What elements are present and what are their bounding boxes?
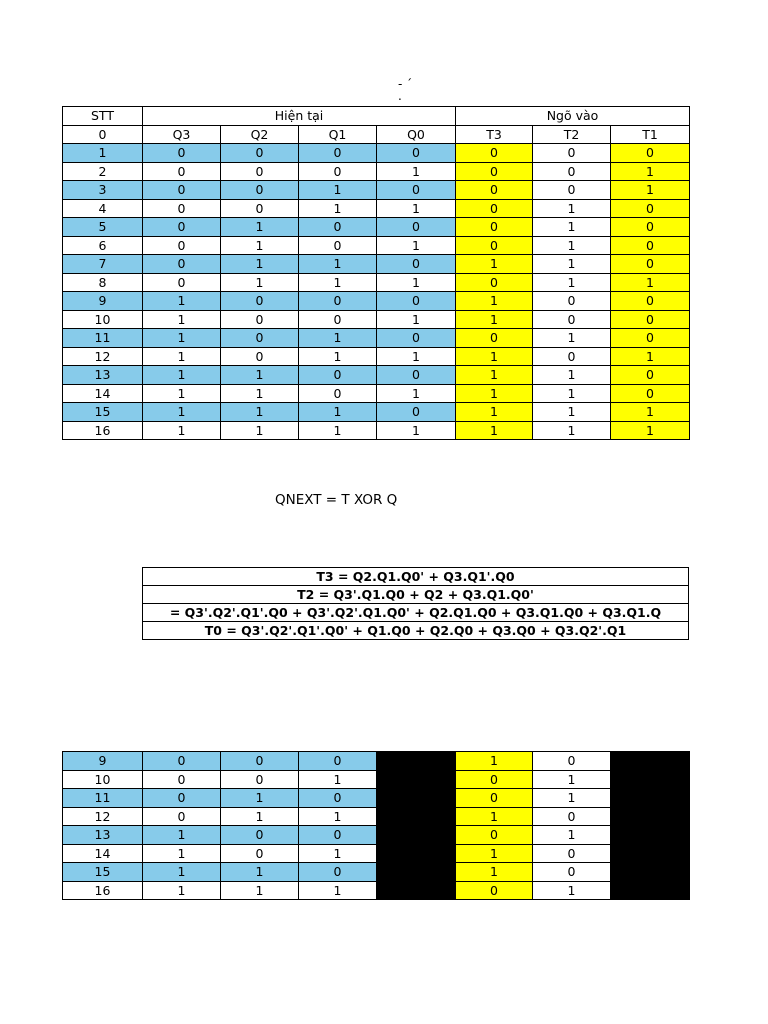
table-cell: 1 bbox=[377, 199, 456, 218]
table-cell: 0 bbox=[456, 199, 533, 218]
table-cell: 0 bbox=[456, 770, 533, 789]
table-cell: 1 bbox=[221, 273, 299, 292]
table-cell: 13 bbox=[63, 366, 143, 385]
table-row bbox=[63, 162, 690, 181]
table-cell: 1 bbox=[611, 273, 690, 292]
table-cell: 1 bbox=[221, 863, 299, 882]
table-row bbox=[63, 329, 690, 348]
table-cell: 1 bbox=[221, 807, 299, 826]
table-row bbox=[63, 199, 690, 218]
table-cell: 15 bbox=[63, 403, 143, 422]
black-filled-cell bbox=[377, 826, 456, 845]
table-cell: 0 bbox=[611, 199, 690, 218]
table-cell: 1 bbox=[299, 403, 377, 422]
table-cell: 0 bbox=[143, 162, 221, 181]
table-row bbox=[63, 421, 690, 440]
table-cell: 1 bbox=[143, 881, 221, 900]
table-cell: 0 bbox=[456, 181, 533, 200]
table-cell: 0 bbox=[377, 292, 456, 311]
table-cell: 16 bbox=[63, 881, 143, 900]
table-cell: 0 bbox=[221, 752, 299, 771]
subheader-cell: 0 bbox=[63, 125, 143, 144]
header-stt: STT bbox=[63, 107, 143, 126]
table-cell: 1 bbox=[299, 273, 377, 292]
table-row bbox=[63, 844, 690, 863]
table-cell: 1 bbox=[533, 384, 611, 403]
table-cell: 0 bbox=[456, 273, 533, 292]
table-cell: 10 bbox=[63, 770, 143, 789]
table-cell: 0 bbox=[533, 807, 611, 826]
table-cell: 0 bbox=[611, 218, 690, 237]
table-cell: 0 bbox=[377, 366, 456, 385]
table-cell: 14 bbox=[63, 384, 143, 403]
table-cell: 1 bbox=[299, 881, 377, 900]
subheader-cell: Q2 bbox=[221, 125, 299, 144]
table-cell: 0 bbox=[143, 199, 221, 218]
table-row bbox=[63, 826, 690, 845]
black-filled-cell bbox=[611, 844, 690, 863]
sheet-title-fragment: - ´ . bbox=[398, 77, 413, 103]
table-cell: 0 bbox=[299, 789, 377, 808]
table-cell: 0 bbox=[143, 752, 221, 771]
table-cell: 1 bbox=[377, 347, 456, 366]
table-cell: 6 bbox=[63, 236, 143, 255]
table-cell: 0 bbox=[143, 789, 221, 808]
table-cell: 10 bbox=[63, 310, 143, 329]
table-row bbox=[63, 403, 690, 422]
table-row bbox=[63, 218, 690, 237]
table-cell: 0 bbox=[221, 181, 299, 200]
table-cell: 1 bbox=[143, 826, 221, 845]
table-cell: 1 bbox=[456, 807, 533, 826]
table-cell: 1 bbox=[377, 273, 456, 292]
table-cell: 0 bbox=[143, 144, 221, 163]
table-cell: 1 bbox=[221, 421, 299, 440]
table-cell: 1 bbox=[221, 384, 299, 403]
table-cell: 7 bbox=[63, 255, 143, 274]
table-cell: 0 bbox=[221, 347, 299, 366]
table-cell: 0 bbox=[533, 752, 611, 771]
table-cell: 5 bbox=[63, 218, 143, 237]
table-cell: 0 bbox=[456, 329, 533, 348]
table-row bbox=[63, 863, 690, 882]
table-cell: 0 bbox=[143, 273, 221, 292]
table-subheader-row bbox=[63, 125, 690, 144]
black-filled-cell bbox=[611, 863, 690, 882]
table-cell: 1 bbox=[221, 255, 299, 274]
table-cell: 1 bbox=[299, 844, 377, 863]
table-cell: 1 bbox=[377, 162, 456, 181]
table-cell: 15 bbox=[63, 863, 143, 882]
black-filled-cell bbox=[377, 863, 456, 882]
black-filled-cell bbox=[377, 881, 456, 900]
bottom-table bbox=[62, 751, 690, 900]
table-cell: 0 bbox=[611, 292, 690, 311]
table-cell: 1 bbox=[456, 255, 533, 274]
table-cell: 1 bbox=[611, 347, 690, 366]
table-cell: 1 bbox=[299, 347, 377, 366]
table-cell: 0 bbox=[143, 770, 221, 789]
table-cell: 1 bbox=[533, 421, 611, 440]
table-cell: 1 bbox=[456, 863, 533, 882]
table-cell: 0 bbox=[533, 310, 611, 329]
equation-t0: T0 = Q3'.Q2'.Q1'.Q0' + Q1.Q0 + Q2.Q0 + Q3.Q0 + Q3.Q2'.Q1 bbox=[143, 622, 689, 640]
table-cell: 12 bbox=[63, 347, 143, 366]
table-cell: 1 bbox=[533, 236, 611, 255]
table-cell: 8 bbox=[63, 273, 143, 292]
table-cell: 1 bbox=[456, 384, 533, 403]
table-cell: 1 bbox=[143, 421, 221, 440]
table-row bbox=[63, 236, 690, 255]
black-filled-cell bbox=[377, 807, 456, 826]
table-cell: 0 bbox=[377, 181, 456, 200]
table-header-row bbox=[63, 107, 690, 126]
table-cell: 0 bbox=[377, 144, 456, 163]
table-cell: 1 bbox=[221, 218, 299, 237]
subheader-cell: Q3 bbox=[143, 125, 221, 144]
table-cell: 1 bbox=[456, 403, 533, 422]
table-cell: 0 bbox=[611, 144, 690, 163]
table-cell: 0 bbox=[299, 162, 377, 181]
table-cell: 0 bbox=[143, 807, 221, 826]
table-cell: 1 bbox=[533, 881, 611, 900]
table-cell: 1 bbox=[299, 199, 377, 218]
table-row bbox=[63, 144, 690, 163]
table-cell: 0 bbox=[143, 236, 221, 255]
table-cell: 1 bbox=[533, 366, 611, 385]
table-cell: 0 bbox=[377, 255, 456, 274]
table-cell: 0 bbox=[533, 181, 611, 200]
table-cell: 0 bbox=[143, 255, 221, 274]
table-cell: 9 bbox=[63, 292, 143, 311]
subheader-cell: Q0 bbox=[377, 125, 456, 144]
table-cell: 0 bbox=[299, 218, 377, 237]
table-cell: 0 bbox=[533, 844, 611, 863]
table-cell: 0 bbox=[456, 236, 533, 255]
table-cell: 0 bbox=[299, 826, 377, 845]
table-row bbox=[63, 255, 690, 274]
table-cell: 0 bbox=[611, 236, 690, 255]
table-cell: 1 bbox=[533, 789, 611, 808]
table-cell: 0 bbox=[221, 826, 299, 845]
black-filled-cell bbox=[611, 770, 690, 789]
table-cell: 0 bbox=[221, 292, 299, 311]
table-cell: 1 bbox=[143, 347, 221, 366]
table-cell: 0 bbox=[221, 329, 299, 348]
table-cell: 1 bbox=[533, 199, 611, 218]
table-cell: 0 bbox=[221, 310, 299, 329]
table-row bbox=[63, 347, 690, 366]
table-cell: 0 bbox=[533, 144, 611, 163]
table-cell: 0 bbox=[221, 199, 299, 218]
table-cell: 1 bbox=[533, 329, 611, 348]
table-cell: 1 bbox=[143, 863, 221, 882]
table-cell: 1 bbox=[611, 162, 690, 181]
table-cell: 14 bbox=[63, 844, 143, 863]
table-cell: 1 bbox=[456, 752, 533, 771]
table-cell: 1 bbox=[533, 218, 611, 237]
table-cell: 9 bbox=[63, 752, 143, 771]
table-cell: 13 bbox=[63, 826, 143, 845]
black-filled-cell bbox=[611, 752, 690, 771]
table-cell: 1 bbox=[611, 403, 690, 422]
table-cell: 0 bbox=[533, 863, 611, 882]
table-cell: 1 bbox=[63, 144, 143, 163]
table-cell: 0 bbox=[533, 347, 611, 366]
table-row bbox=[63, 881, 690, 900]
table-row bbox=[63, 366, 690, 385]
header-inputs: Ngõ vào bbox=[456, 107, 690, 126]
table-row bbox=[63, 273, 690, 292]
table-cell: 1 bbox=[456, 366, 533, 385]
table-cell: 0 bbox=[221, 844, 299, 863]
subheader-cell: T2 bbox=[533, 125, 611, 144]
table-row bbox=[63, 292, 690, 311]
equations-table bbox=[142, 567, 689, 640]
table-cell: 0 bbox=[299, 384, 377, 403]
table-cell: 0 bbox=[377, 218, 456, 237]
table-cell: 1 bbox=[143, 844, 221, 863]
table-cell: 1 bbox=[299, 421, 377, 440]
black-filled-cell bbox=[377, 770, 456, 789]
table-cell: 1 bbox=[533, 273, 611, 292]
table-cell: 1 bbox=[456, 310, 533, 329]
table-cell: 1 bbox=[299, 770, 377, 789]
table-cell: 1 bbox=[221, 789, 299, 808]
table-cell: 1 bbox=[143, 329, 221, 348]
table-cell: 1 bbox=[377, 421, 456, 440]
black-filled-cell bbox=[611, 789, 690, 808]
table-cell: 0 bbox=[456, 826, 533, 845]
table-cell: 0 bbox=[456, 218, 533, 237]
table-cell: 1 bbox=[143, 384, 221, 403]
table-cell: 1 bbox=[143, 403, 221, 422]
table-cell: 0 bbox=[143, 181, 221, 200]
table-cell: 1 bbox=[221, 881, 299, 900]
table-cell: 0 bbox=[221, 162, 299, 181]
table-cell: 1 bbox=[377, 236, 456, 255]
table-cell: 1 bbox=[611, 181, 690, 200]
subheader-cell: T3 bbox=[456, 125, 533, 144]
table-cell: 0 bbox=[533, 162, 611, 181]
table-cell: 0 bbox=[299, 310, 377, 329]
table-cell: 0 bbox=[299, 366, 377, 385]
subheader-cell: Q1 bbox=[299, 125, 377, 144]
subheader-cell: T1 bbox=[611, 125, 690, 144]
table-cell: 1 bbox=[221, 403, 299, 422]
table-cell: 1 bbox=[143, 366, 221, 385]
table-cell: 1 bbox=[456, 421, 533, 440]
table-cell: 0 bbox=[299, 863, 377, 882]
black-filled-cell bbox=[377, 752, 456, 771]
table-cell: 11 bbox=[63, 789, 143, 808]
table-cell: 0 bbox=[456, 162, 533, 181]
table-row bbox=[63, 789, 690, 808]
table-cell: 0 bbox=[611, 384, 690, 403]
table-cell: 0 bbox=[456, 789, 533, 808]
table-row bbox=[63, 807, 690, 826]
table-cell: 0 bbox=[533, 292, 611, 311]
table-cell: 1 bbox=[456, 292, 533, 311]
equation-t3: T3 = Q2.Q1.Q0' + Q3.Q1'.Q0 bbox=[143, 568, 689, 586]
table-cell: 0 bbox=[611, 366, 690, 385]
table-row bbox=[63, 770, 690, 789]
black-filled-cell bbox=[611, 807, 690, 826]
table-cell: 4 bbox=[63, 199, 143, 218]
table-cell: 0 bbox=[299, 292, 377, 311]
table-cell: 11 bbox=[63, 329, 143, 348]
table-cell: 0 bbox=[377, 403, 456, 422]
table-cell: 1 bbox=[456, 347, 533, 366]
table-cell: 1 bbox=[533, 255, 611, 274]
table-cell: 12 bbox=[63, 807, 143, 826]
table-cell: 1 bbox=[456, 844, 533, 863]
table-row bbox=[63, 384, 690, 403]
table-cell: 1 bbox=[533, 770, 611, 789]
table-cell: 1 bbox=[533, 826, 611, 845]
black-filled-cell bbox=[377, 844, 456, 863]
table-cell: 2 bbox=[63, 162, 143, 181]
black-filled-cell bbox=[611, 881, 690, 900]
table-cell: 1 bbox=[299, 807, 377, 826]
table-cell: 1 bbox=[143, 292, 221, 311]
table-cell: 16 bbox=[63, 421, 143, 440]
table-cell: 0 bbox=[456, 144, 533, 163]
table-cell: 3 bbox=[63, 181, 143, 200]
table-cell: 0 bbox=[456, 881, 533, 900]
table-cell: 1 bbox=[143, 310, 221, 329]
equation-t2: T2 = Q3'.Q1.Q0 + Q2 + Q3.Q1.Q0' bbox=[143, 586, 689, 604]
table-cell: 0 bbox=[221, 144, 299, 163]
table-cell: 0 bbox=[143, 218, 221, 237]
table-row bbox=[63, 310, 690, 329]
equation-t1: = Q3'.Q2'.Q1'.Q0 + Q3'.Q2'.Q1.Q0' + Q2.Q1.Q0 + Q3.Q1.Q0 + Q3.Q1.Q bbox=[143, 604, 689, 622]
table-cell: 1 bbox=[299, 181, 377, 200]
table-cell: 0 bbox=[299, 236, 377, 255]
header-present-state: Hiện tại bbox=[143, 107, 456, 126]
table-cell: 1 bbox=[221, 366, 299, 385]
black-filled-cell bbox=[611, 826, 690, 845]
table-cell: 1 bbox=[611, 421, 690, 440]
table-cell: 1 bbox=[221, 236, 299, 255]
table-cell: 1 bbox=[377, 310, 456, 329]
table-row bbox=[63, 752, 690, 771]
table-cell: 1 bbox=[533, 403, 611, 422]
table-cell: 1 bbox=[377, 384, 456, 403]
table-cell: 1 bbox=[299, 255, 377, 274]
truth-table bbox=[62, 106, 690, 440]
table-cell: 0 bbox=[611, 255, 690, 274]
table-cell: 1 bbox=[299, 329, 377, 348]
table-cell: 0 bbox=[611, 310, 690, 329]
qnext-formula: QNEXT = T XOR Q bbox=[275, 492, 398, 508]
table-cell: 0 bbox=[299, 752, 377, 771]
table-cell: 0 bbox=[221, 770, 299, 789]
table-cell: 0 bbox=[377, 329, 456, 348]
black-filled-cell bbox=[377, 789, 456, 808]
table-cell: 0 bbox=[611, 329, 690, 348]
table-row bbox=[63, 181, 690, 200]
table-cell: 0 bbox=[299, 144, 377, 163]
